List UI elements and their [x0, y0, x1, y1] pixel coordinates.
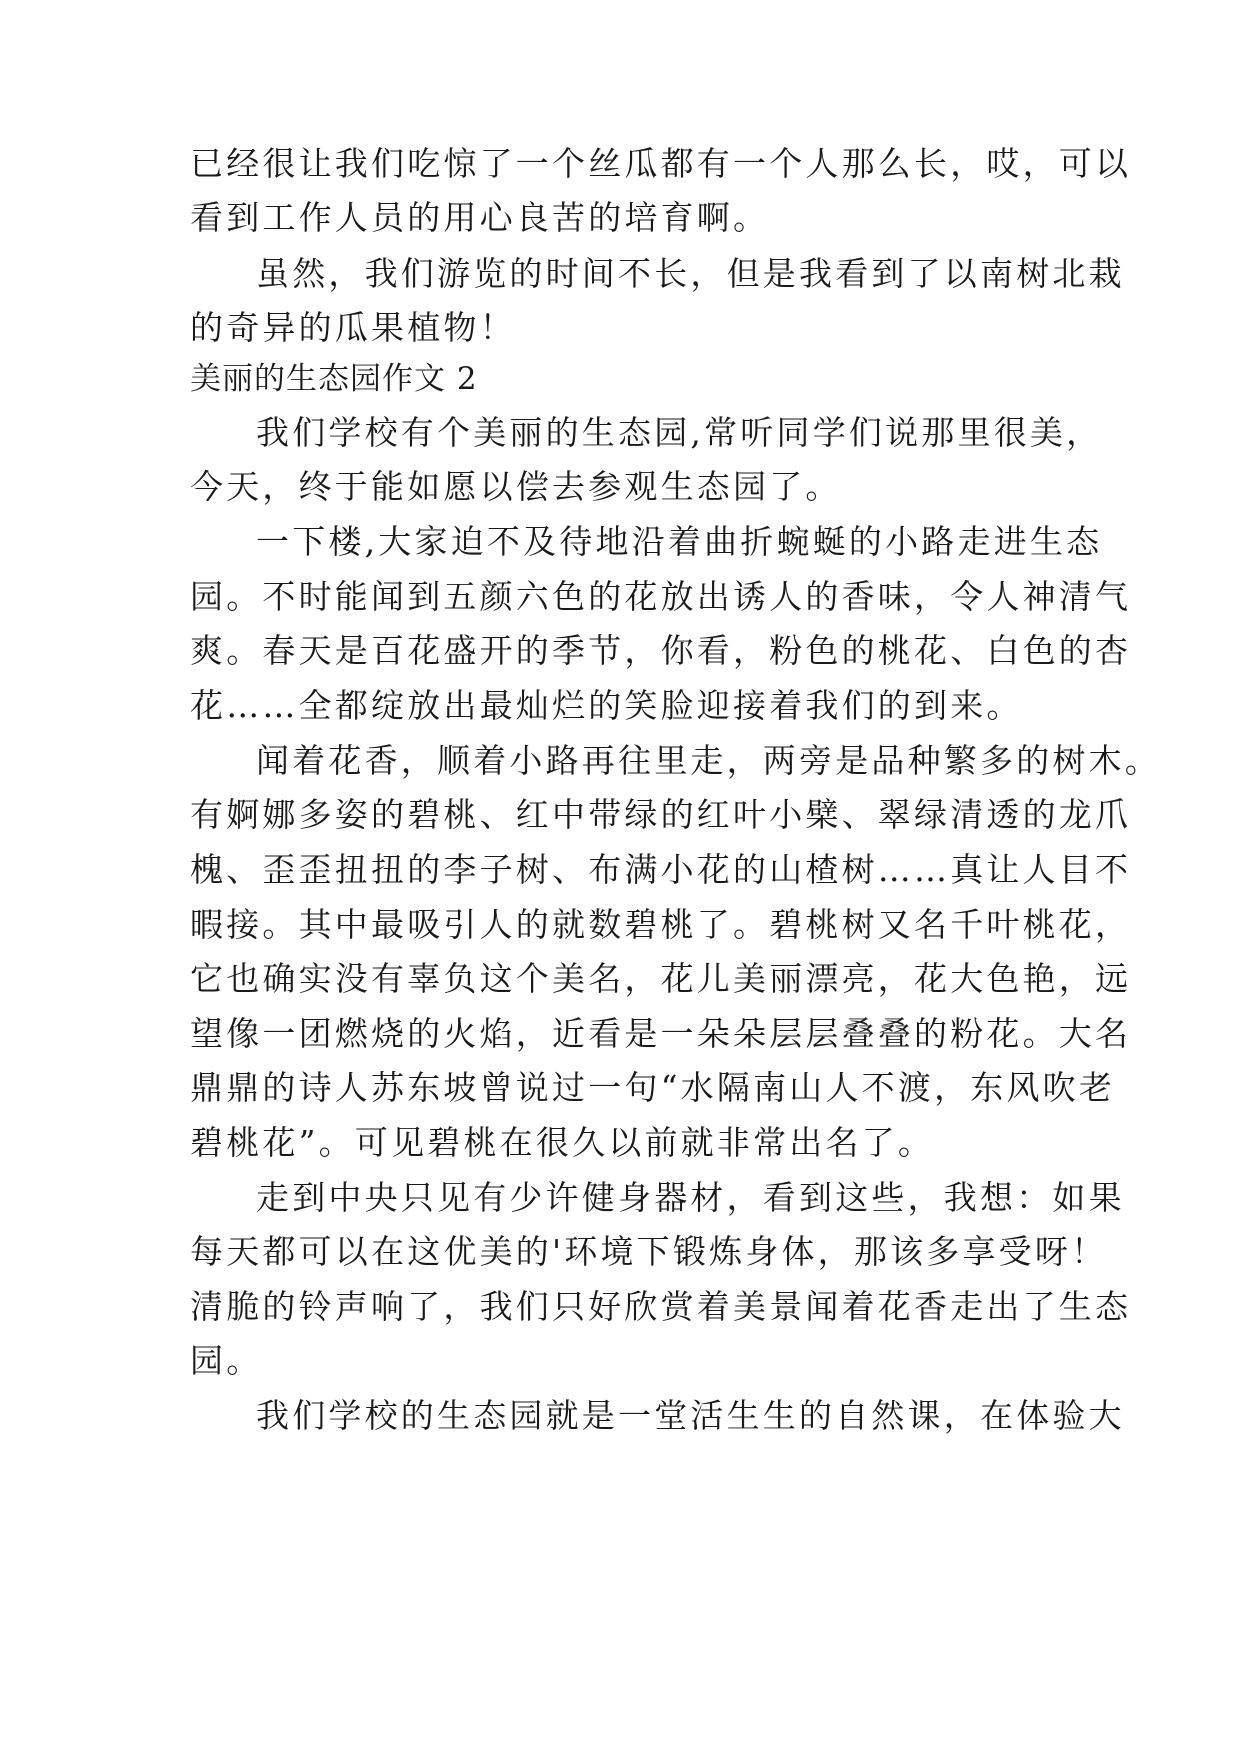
paragraph-line: 每天都可以在这优美的'环境下锻炼身体，那该多享受呀！ [190, 1232, 1108, 1271]
paragraph-line: 看到工作人员的用心良苦的培育啊。 [190, 198, 770, 237]
paragraph-line: 闻着花香，顺着小路再往里走，两旁是品种繁多的树木。 [256, 741, 1161, 780]
paragraph-line: 园。 [190, 1341, 263, 1380]
paragraph-line: 有婀娜多姿的碧桃、红中带绿的红叶小檗、翠绿清透的龙爪 [190, 795, 1132, 834]
paragraph-line: 爽。春天是百花盛开的季节，你看，粉色的桃花、白色的杏 [190, 631, 1132, 670]
paragraph-line: 碧桃花”。可见碧桃在很久以前就非常出名了。 [190, 1123, 935, 1162]
paragraph-line: 鼎鼎的诗人苏东坡曾说过一句“水隔南山人不渡，东风吹老 [190, 1068, 1116, 1107]
paragraph-line: 槐、歪歪扭扭的李子树、布满小花的山楂树……真让人目不 [190, 850, 1132, 889]
paragraph-line: 望像一团燃烧的火焰，近看是一朵朵层层叠叠的粉花。大名 [190, 1014, 1132, 1053]
section-title: 美丽的生态园作文 2 [190, 361, 478, 397]
paragraph-line: 走到中央只见有少许健身器材，看到这些，我想：如果 [256, 1178, 1125, 1217]
paragraph-line: 我们学校的生态园就是一堂活生生的自然课，在体验大 [256, 1396, 1125, 1435]
paragraph-line: 的奇异的瓜果植物！ [190, 308, 516, 347]
paragraph-line: 花……全都绽放出最灿烂的笑脸迎接着我们的到来。 [190, 686, 1023, 725]
paragraph-line: 虽然，我们游览的时间不长，但是我看到了以南树北栽 [256, 254, 1125, 293]
paragraph-line: 园。不时能闻到五颜六色的花放出诱人的香味，令人神清气 [190, 577, 1132, 616]
paragraph-line: 它也确实没有辜负这个美名，花儿美丽漂亮，花大色艳，远 [190, 959, 1132, 998]
paragraph-line: 我们学校有个美丽的生态园,常听同学们说那里很美， [256, 413, 1103, 452]
paragraph-line: 今天，终于能如愿以偿去参观生态园了。 [190, 467, 842, 506]
paragraph-line: 已经很让我们吃惊了一个丝瓜都有一个人那么长，哎，可以 [190, 144, 1132, 183]
paragraph-line: 暇接。其中最吸引人的就数碧桃了。碧桃树又名千叶桃花， [190, 905, 1132, 944]
paragraph-line: 一下楼,大家迫不及待地沿着曲折蜿蜒的小路走进生态 [256, 522, 1103, 561]
paragraph-line: 清脆的铃声响了，我们只好欣赏着美景闻着花香走出了生态 [190, 1287, 1132, 1326]
